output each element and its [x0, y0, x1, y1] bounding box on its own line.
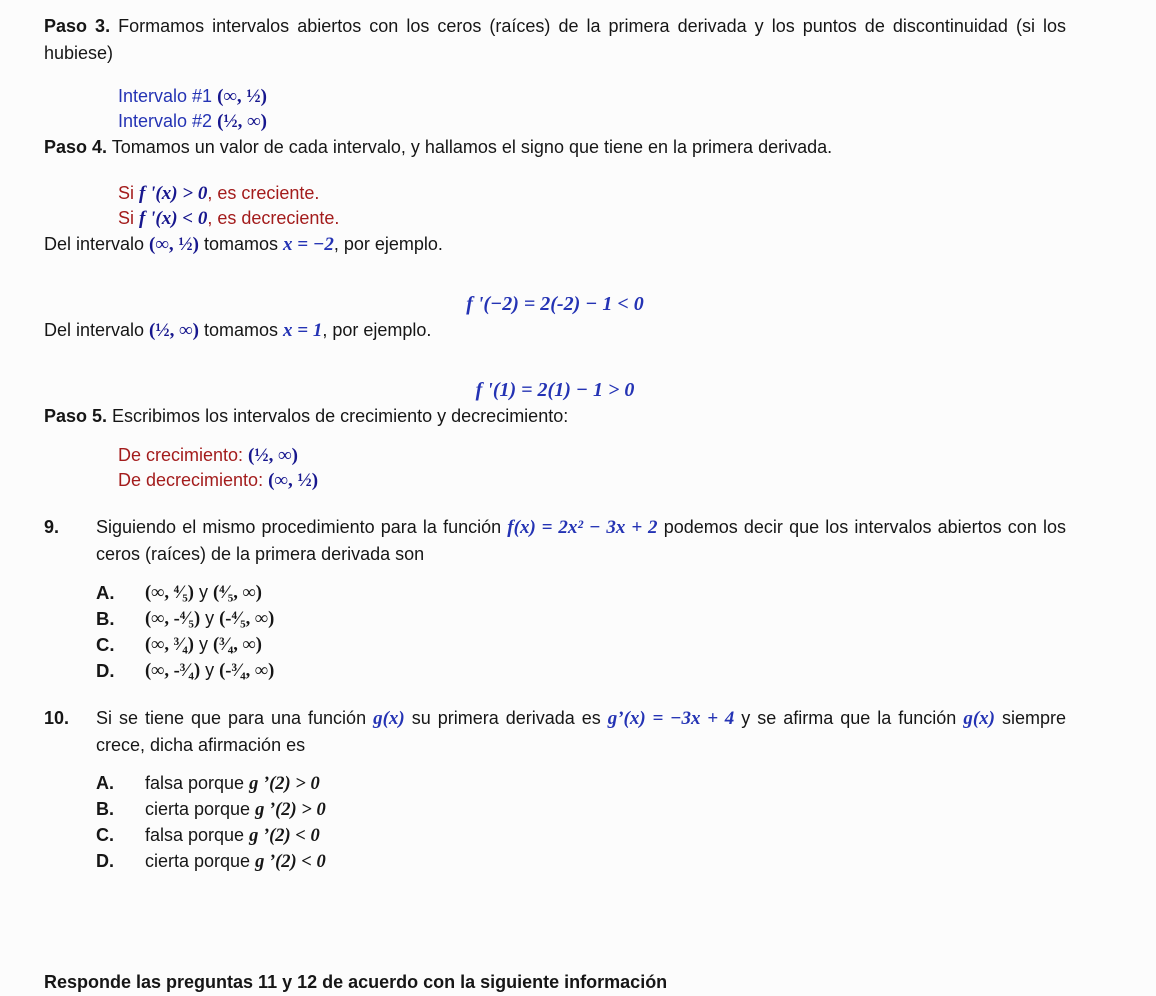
q10-option-d-formula: g ’(2) < 0	[255, 852, 326, 872]
question-10-mid1: su primera derivada es	[404, 708, 608, 728]
interval-1-line	[118, 84, 1066, 109]
q9-option-a	[96, 580, 1066, 606]
decay-label: De decrecimiento:	[118, 470, 269, 490]
q9-option-d-interval-1: (∞, -³⁄₄)	[145, 661, 201, 681]
paso3-label: Paso 3.	[44, 16, 111, 36]
q10-option-b-formula: g ’(2) > 0	[255, 800, 326, 820]
q9-option-c-interval-2: (³⁄₄, ∞)	[212, 635, 262, 655]
paso4-text: Tomamos un valor de cada intervalo, y hallamos el signo que tiene en la primera derivada.	[107, 137, 833, 157]
condition-increasing-post: , es creciente.	[207, 183, 320, 203]
paso5-paragraph	[44, 403, 1066, 430]
question-10-g2: g(x)	[963, 708, 995, 729]
example2-pre: Del intervalo	[44, 320, 150, 340]
decay-value: (∞, ½)	[268, 470, 319, 491]
q9-option-b	[96, 606, 1066, 632]
condition-increasing-line	[118, 181, 1066, 206]
condition-increasing-formula: f '(x) > 0	[139, 183, 208, 204]
example1-mid: tomamos	[199, 234, 284, 254]
q9-option-a-interval-1: (∞, ⁴⁄₅)	[145, 583, 194, 603]
q10-option-a-letter: A.	[96, 773, 114, 793]
interval-1-value: (∞, ½)	[217, 86, 268, 107]
paso3-intervals	[118, 84, 1066, 134]
question-10-formula: g’(x) = −3x + 4	[607, 708, 735, 729]
q10-option-b-letter: B.	[96, 799, 114, 819]
question-10-options	[96, 771, 1066, 875]
q10-option-b	[96, 797, 1066, 823]
example1-paragraph	[44, 231, 1066, 258]
example2-paragraph	[44, 317, 1066, 344]
example1-pre: Del intervalo	[44, 234, 150, 254]
question-9-post: podemos decir que los intervalos abiertos con los ceros (raíces) de la primera derivada son	[96, 517, 1066, 564]
question-9-options	[96, 580, 1066, 684]
condition-decreasing-pre: Si	[118, 208, 140, 228]
growth-label: De crecimiento:	[118, 445, 249, 465]
q9-option-b-interval-2: (-⁴⁄₅, ∞)	[219, 609, 275, 629]
condition-increasing-pre: Si	[118, 183, 140, 203]
example2-formula: f '(1) = 2(1) − 1 > 0	[475, 379, 635, 401]
q10-option-d-text: cierta porque	[145, 851, 256, 871]
question-10-g1: g(x)	[373, 708, 405, 729]
example1-post: , por ejemplo.	[333, 234, 443, 254]
q9-option-a-conj: y	[193, 582, 213, 602]
q10-option-d-letter: D.	[96, 851, 114, 871]
paso5-text: Escribimos los intervalos de crecimiento y decrecimiento:	[107, 406, 569, 426]
example2-interval: (½, ∞)	[149, 320, 199, 341]
decay-line	[118, 468, 1066, 493]
q9-option-c-interval-1: (∞, ³⁄₄)	[145, 635, 194, 655]
q9-option-d	[96, 658, 1066, 684]
question-10-pre: Si se tiene que para una función	[96, 708, 374, 728]
paso5-intervals	[118, 443, 1066, 493]
question-9	[44, 514, 1066, 568]
paso5-label: Paso 5.	[44, 406, 108, 426]
q9-option-d-interval-2: (-³⁄₄, ∞)	[219, 661, 275, 681]
q10-option-b-text: cierta porque	[145, 799, 256, 819]
interval-2-label: Intervalo #2	[118, 111, 218, 131]
q10-option-a	[96, 771, 1066, 797]
example2-value: x = 1	[283, 320, 323, 341]
q10-option-c-letter: C.	[96, 825, 114, 845]
example2-mid: tomamos	[199, 320, 284, 340]
example1-formula: f '(−2) = 2(-2) − 1 < 0	[466, 293, 644, 315]
q10-option-c	[96, 823, 1066, 849]
q10-option-d	[96, 849, 1066, 875]
interval-1-label: Intervalo #1	[118, 86, 218, 106]
q9-option-b-interval-1: (∞, -⁴⁄₅)	[145, 609, 201, 629]
paso4-conditions	[118, 181, 1066, 231]
q10-option-c-text: falsa porque	[145, 825, 250, 845]
q9-option-d-conj: y	[200, 660, 220, 680]
interval-2-value: (½, ∞)	[217, 111, 268, 132]
q9-option-b-letter: B.	[96, 608, 115, 629]
question-9-number: 9.	[44, 517, 60, 537]
q9-option-d-letter: D.	[96, 660, 115, 681]
paso4-label: Paso 4.	[44, 137, 108, 157]
condition-decreasing-formula: f '(x) < 0	[139, 208, 208, 229]
interval-2-line	[118, 109, 1066, 134]
footer-instruction-cutoff: Responde las preguntas 11 y 12 de acuerdo con la siguiente información	[44, 972, 668, 992]
q9-option-c-conj: y	[193, 634, 213, 654]
paso4-paragraph	[44, 134, 1066, 161]
question-9-pre: Siguiendo el mismo procedimiento para la función	[96, 517, 508, 537]
question-10	[44, 705, 1066, 759]
q9-option-c-letter: C.	[96, 634, 115, 655]
example1-interval: (∞, ½)	[149, 234, 199, 255]
growth-value: (½, ∞)	[248, 445, 298, 466]
question-10-post: siempre crece, dicha afirmación es	[96, 708, 1066, 755]
paso3-text: Formamos intervalos abiertos con los ceros (raíces) de la primera derivada y los puntos de discontinuidad (si los hubiese)	[44, 16, 1067, 63]
q10-option-a-formula: g ’(2) > 0	[249, 774, 320, 794]
paso3-paragraph	[44, 13, 1066, 67]
condition-decreasing-line	[118, 206, 1066, 231]
q10-option-c-formula: g ’(2) < 0	[249, 826, 320, 846]
question-10-mid2: y se afirma que la función	[734, 708, 964, 728]
question-10-number: 10.	[44, 708, 70, 728]
example2-post: , por ejemplo.	[322, 320, 432, 340]
question-9-formula: f(x) = 2x² − 3x + 2	[507, 517, 658, 538]
growth-line	[118, 443, 1066, 468]
q10-option-a-text: falsa porque	[145, 773, 250, 793]
condition-decreasing-post: , es decreciente.	[207, 208, 340, 228]
q9-option-a-letter: A.	[96, 582, 115, 603]
q9-option-b-conj: y	[200, 608, 220, 628]
q9-option-a-interval-2: (⁴⁄₅, ∞)	[212, 583, 262, 603]
q9-option-c	[96, 632, 1066, 658]
example1-value: x = −2	[283, 234, 334, 255]
